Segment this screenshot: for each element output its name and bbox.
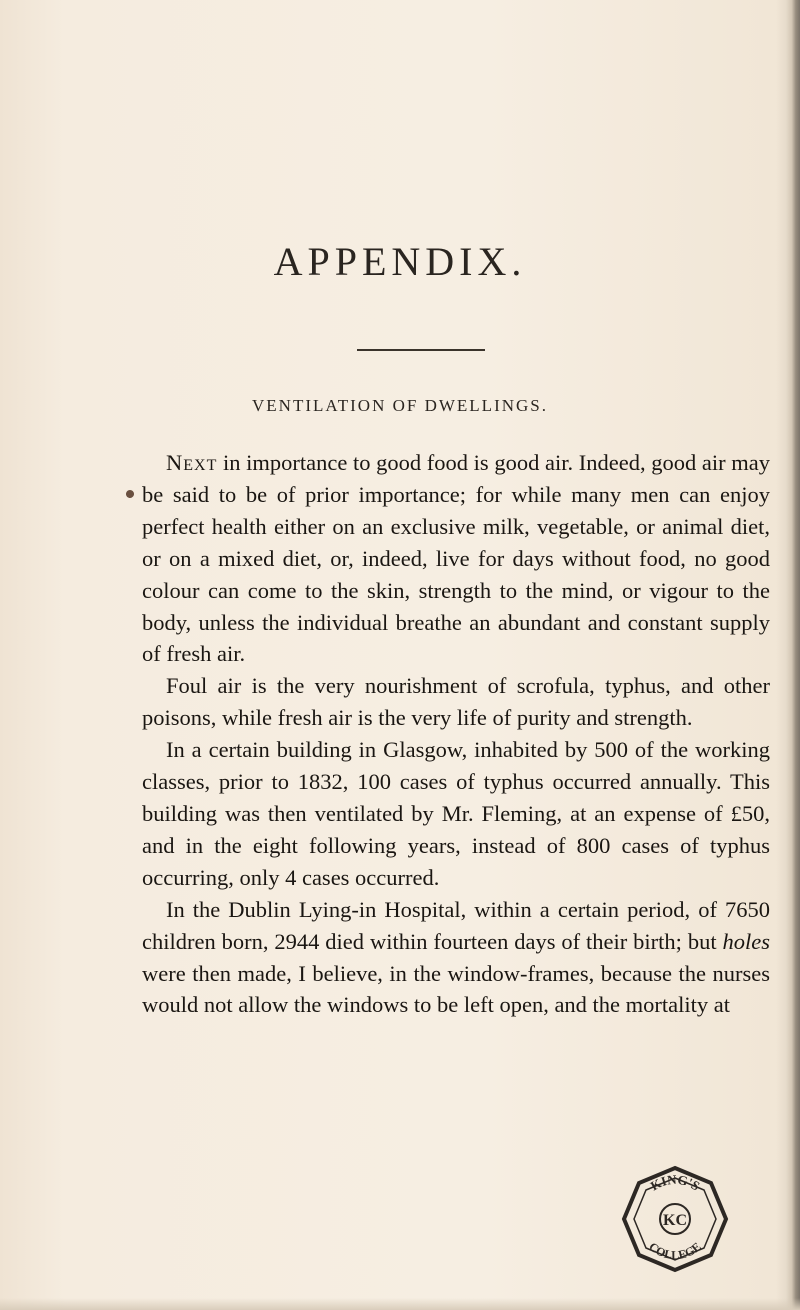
page-edge-shadow bbox=[786, 0, 800, 1310]
paragraph: In a certain building in Glasgow, inhabited by 500 of the working classes, prior to 1832, 100 cases of typhus occurred annually. This building was then ventilated by Mr. Fleming, at an expense of £50, and in the eight following years, instead of 800 cases of typhus occurring, only 4 cases occurred. bbox=[142, 737, 770, 890]
paragraph: Foul air is the very nourishment of scrofula, typhus, and other poisons, while fresh air is the very life of purity and strength. bbox=[142, 673, 770, 731]
paragraph bbox=[142, 894, 770, 1022]
page-title: APPENDIX. bbox=[273, 239, 527, 284]
svg-text:KING'S: KING'S bbox=[647, 1171, 703, 1194]
library-stamp-icon bbox=[620, 1164, 730, 1274]
lead-word: Next bbox=[166, 450, 218, 475]
body-text bbox=[142, 447, 770, 1021]
paragraph-text: in importance to good food is good air. Indeed, good air may be said to be of prior importance; for while many men can enjoy perfect health either on an exclusive milk, vegetable, or animal diet, or on a mixed diet, or, indeed, live for days without food, no good colour can come to the skin, strength to the mind, or vigour to the body, unless the individual breathe an abundant and constant supply of fresh air. bbox=[142, 450, 770, 667]
title-rule bbox=[357, 349, 485, 351]
ink-mark bbox=[125, 489, 135, 499]
svg-text:KC: KC bbox=[663, 1212, 687, 1229]
svg-text:COLLEGE: COLLEGE bbox=[646, 1239, 704, 1263]
paragraph-text: In the Dublin Lying-in Hospital, within a certain period, of 7650 children born, 2944 died within fourteen days of their birth; but bbox=[142, 896, 770, 954]
paragraph bbox=[142, 447, 770, 670]
section-heading: VENTILATION OF DWELLINGS. bbox=[252, 396, 548, 415]
paragraph-text: were then made, I believe, in the window-frames, because the nurses would not allow the windows to be left open, and the mortality at bbox=[142, 960, 770, 1018]
page-bottom-shadow bbox=[0, 1298, 800, 1310]
italic-word: holes bbox=[722, 928, 770, 954]
